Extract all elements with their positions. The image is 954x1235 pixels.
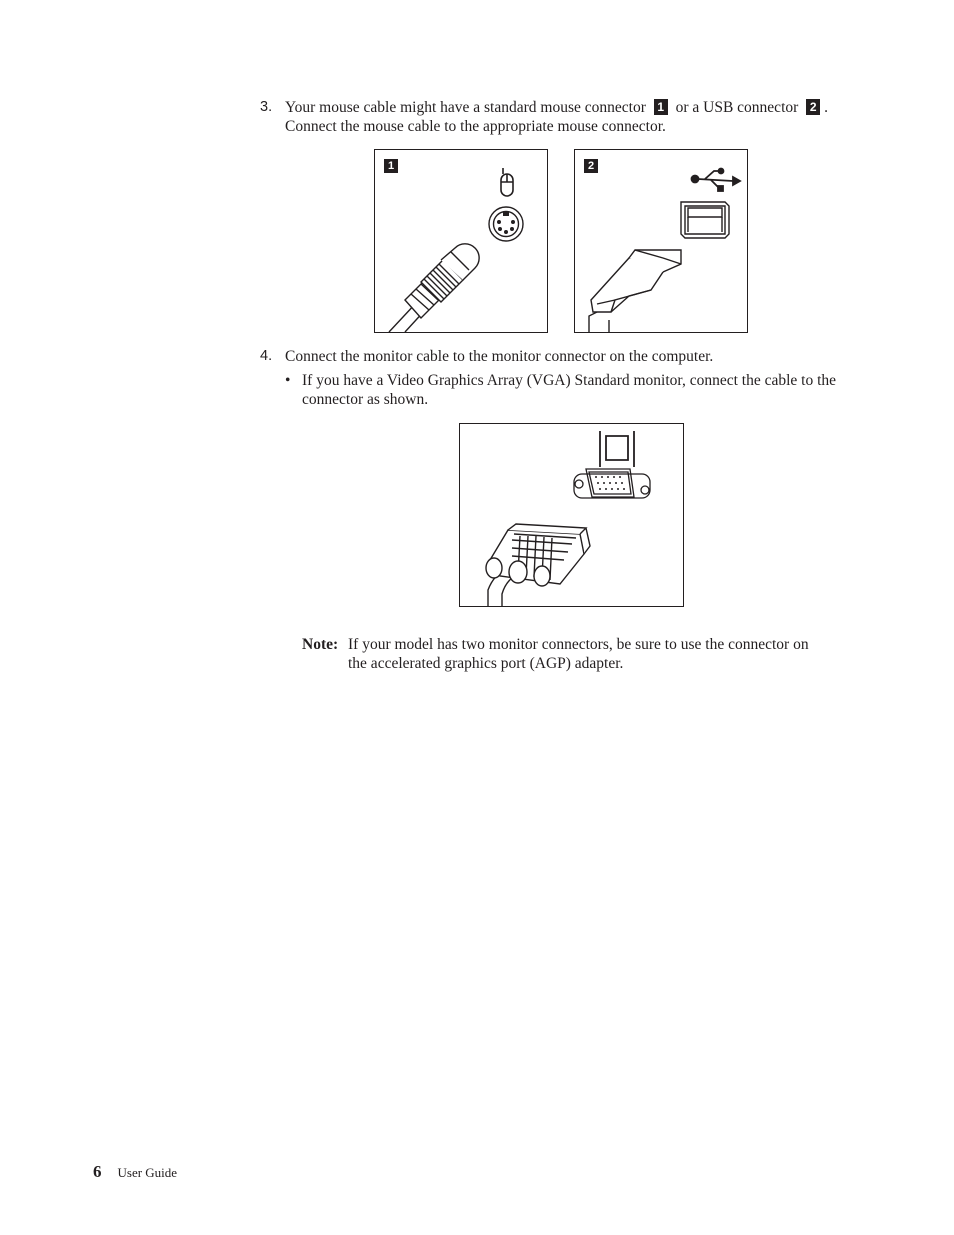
monitor-icon	[600, 431, 634, 467]
ps2-plug	[375, 244, 479, 332]
usb-port	[681, 202, 729, 238]
step-text: Your mouse cable might have a standard mouse connector 1 or a USB connector 2 . Connect the mouse cable to the appropriate mouse connector.	[285, 99, 829, 135]
step-number: 4.	[260, 348, 273, 364]
usb-icon	[692, 169, 741, 192]
note-text: If your model has two monitor connectors, be sure to use the connector on the accelerated graphics port (AGP) adapter.	[348, 636, 809, 672]
note-label: Note:	[302, 636, 339, 653]
figure-callout-2: 2	[584, 159, 598, 173]
bullet-text: If you have a Video Graphics Array (VGA) Standard monitor, connect the cable to the connector as shown.	[302, 372, 837, 408]
ps2-port	[489, 207, 523, 241]
vga-connector-figure	[459, 423, 684, 607]
page-number: 6	[93, 1162, 102, 1181]
mouse-connector-figure	[374, 149, 548, 333]
callout-1: 1	[654, 99, 668, 115]
figure-callout-1: 1	[384, 159, 398, 173]
callout-2: 2	[806, 99, 820, 115]
step-text: Connect the monitor cable to the monitor connector on the computer.	[285, 348, 714, 365]
bullet-mark: •	[285, 372, 291, 389]
vga-plug	[486, 524, 590, 606]
mouse-icon	[501, 168, 513, 196]
vga-port	[574, 469, 650, 498]
usb-plug	[589, 250, 681, 332]
usb-connector-figure	[574, 149, 748, 333]
footer-title: User Guide	[117, 1165, 178, 1180]
page-footer	[93, 1162, 177, 1182]
step-number: 3.	[260, 99, 273, 115]
